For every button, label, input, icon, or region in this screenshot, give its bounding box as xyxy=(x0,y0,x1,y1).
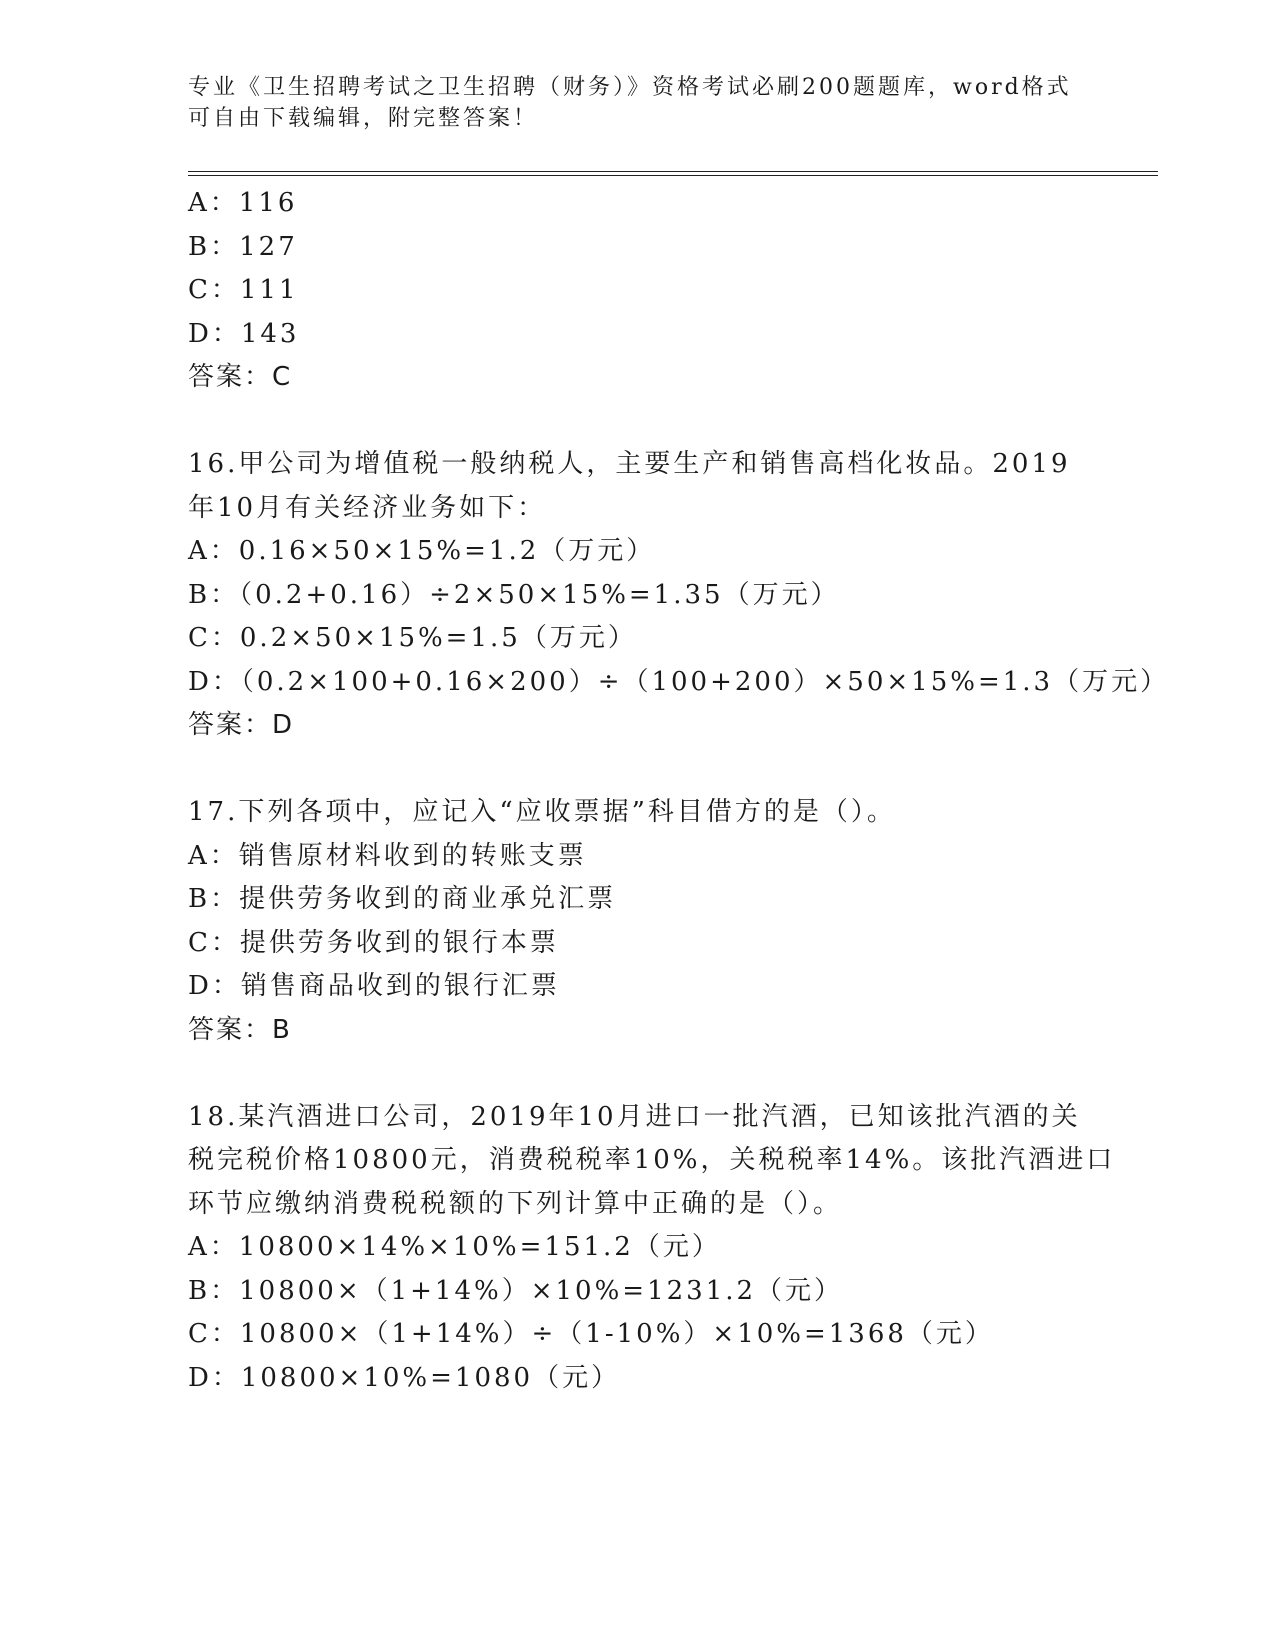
option-a: A：116 xyxy=(188,188,298,218)
option-c: C：111 xyxy=(188,275,299,305)
option-d: D：销售商品收到的银行汇票 xyxy=(188,971,560,1001)
answer: 答案：B xyxy=(188,1015,292,1045)
question-stem-line: 17.下列各项中，应记入“应收票据”科目借方的是（）。 xyxy=(188,797,896,827)
option-a: A：10800×14%×10%=151.2（元） xyxy=(188,1232,721,1262)
answer: 答案：C xyxy=(188,362,293,392)
header-rule-bottom xyxy=(188,175,1158,176)
header-rule-top xyxy=(188,171,1158,172)
option-b: B：127 xyxy=(188,232,298,262)
answer: 答案：D xyxy=(188,710,295,740)
header-line-2: 可自由下载编辑，附完整答案！ xyxy=(188,106,539,131)
option-b: B：（0.2+0.16）÷2×50×15%=1.35（万元） xyxy=(188,580,840,610)
option-a: A：0.16×50×15%=1.2（万元） xyxy=(188,536,656,566)
question-stem-line: 18.某汽酒进口公司，2019年10月进口一批汽酒，已知该批汽酒的关 xyxy=(188,1102,1081,1132)
option-c: C：10800×（1+14%）÷（1-10%）×10%=1368（元） xyxy=(188,1319,994,1349)
option-a: A：销售原材料收到的转账支票 xyxy=(188,841,587,871)
option-d: D：10800×10%=1080（元） xyxy=(188,1363,621,1393)
option-d: D：（0.2×100+0.16×200）÷（100+200）×50×15%=1.3（万元） xyxy=(188,667,1170,697)
header-line-1: 专业《卫生招聘考试之卫生招聘（财务）》资格考试必刷200题题库，word格式 xyxy=(188,75,1072,100)
question-stem-line: 税完税价格10800元，消费税税率10%，关税税率14%。该批汽酒进口 xyxy=(188,1145,1116,1175)
option-b: B：提供劳务收到的商业承兑汇票 xyxy=(188,884,617,914)
option-d: D：143 xyxy=(188,319,300,349)
option-c: C：提供劳务收到的银行本票 xyxy=(188,928,559,958)
option-c: C：0.2×50×15%=1.5（万元） xyxy=(188,623,637,653)
question-stem-line: 年10月有关经济业务如下： xyxy=(188,493,547,523)
option-b: B：10800×（1+14%）×10%=1231.2（元） xyxy=(188,1276,844,1306)
question-stem-line: 16.甲公司为增值税一般纳税人，主要生产和销售高档化妆品。2019 xyxy=(188,449,1071,479)
question-stem-line: 环节应缴纳消费税税额的下列计算中正确的是（）。 xyxy=(188,1189,843,1219)
